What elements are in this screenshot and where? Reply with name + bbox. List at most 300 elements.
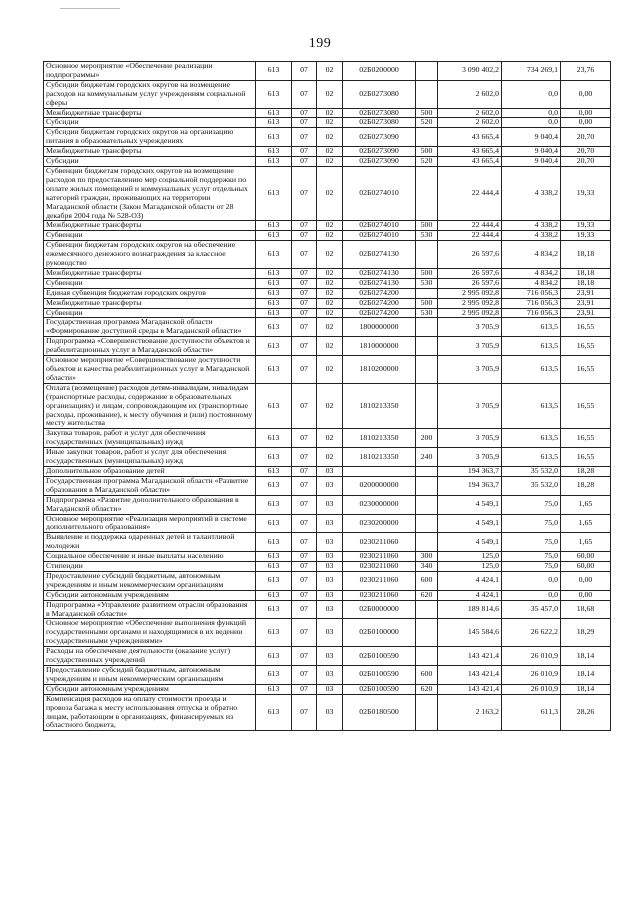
row-expense-type: 530	[416, 231, 438, 241]
row-name: Основное мероприятие «Обеспечение реализации подпрограммы»	[44, 62, 256, 81]
row-actual-amount: 0,0	[502, 571, 561, 590]
row-actual-amount: 716 056,3	[502, 288, 561, 298]
row-actual-amount: 35 457,0	[502, 600, 561, 619]
row-target-item: 1810213350	[343, 429, 416, 448]
row-execution-percent: 18,18	[561, 268, 611, 278]
table-row	[44, 128, 611, 147]
row-expense-type	[416, 694, 438, 731]
page-number: 199	[308, 36, 332, 51]
row-execution-percent: 16,55	[561, 337, 611, 356]
row-name: Межбюджетные трансферты	[44, 268, 256, 278]
row-admin-code: 613	[256, 533, 292, 552]
row-name: Расходы на обеспечение деятельности (оказание услуг) государственных учреждений	[44, 647, 256, 666]
table-row	[44, 166, 611, 220]
row-expense-type	[416, 318, 438, 337]
row-actual-amount: 734 269,1	[502, 62, 561, 81]
table-row	[44, 429, 611, 448]
row-section: 07	[292, 108, 317, 118]
table-row	[44, 288, 611, 298]
row-section: 07	[292, 318, 317, 337]
row-subsection: 02	[317, 241, 343, 269]
row-target-item: 0230211060	[343, 552, 416, 562]
row-section: 07	[292, 533, 317, 552]
row-name: Субвенции бюджетам городских округов на возмещение расходов по предоставлению мер социальной поддержки по оплате жилых помещений и коммунальных услуг отдельных категорий граждан, проживающих на территории Магаданской области (Закон Магаданской области от 28 декабря 2004 года № 528-ОЗ)	[44, 166, 256, 220]
table-row	[44, 147, 611, 157]
row-actual-amount: 613,5	[502, 337, 561, 356]
row-execution-percent: 18,18	[561, 278, 611, 288]
row-target-item: 02Б0274200	[343, 288, 416, 298]
row-target-item	[343, 466, 416, 476]
row-expense-type: 520	[416, 118, 438, 128]
row-expense-type	[416, 619, 438, 647]
table-row	[44, 221, 611, 231]
row-target-item: 02Б0274130	[343, 241, 416, 269]
row-execution-percent: 0,00	[561, 108, 611, 118]
budget-table-body	[44, 62, 611, 731]
row-admin-code: 613	[256, 619, 292, 647]
row-subsection: 02	[317, 308, 343, 318]
row-name: Субвенции	[44, 308, 256, 318]
row-admin-code: 613	[256, 157, 292, 167]
row-execution-percent: 19,33	[561, 221, 611, 231]
row-expense-type: 500	[416, 298, 438, 308]
row-actual-amount: 4 338,2	[502, 221, 561, 231]
row-name: Дополнительное образование детей	[44, 466, 256, 476]
table-row	[44, 694, 611, 731]
row-expense-type: 500	[416, 108, 438, 118]
row-subsection: 02	[317, 298, 343, 308]
row-target-item: 02Б0274130	[343, 268, 416, 278]
row-target-item: 02Б0274010	[343, 166, 416, 220]
row-expense-type	[416, 495, 438, 514]
row-execution-percent: 18,28	[561, 476, 611, 495]
row-section: 07	[292, 514, 317, 533]
row-subsection: 03	[317, 619, 343, 647]
row-target-item: 02Б0000000	[343, 600, 416, 619]
row-planned-amount: 143 421,4	[438, 666, 502, 685]
row-actual-amount: 75,0	[502, 514, 561, 533]
row-admin-code: 613	[256, 429, 292, 448]
row-target-item: 02Б0274010	[343, 231, 416, 241]
row-planned-amount: 125,0	[438, 562, 502, 572]
table-row	[44, 308, 611, 318]
row-execution-percent: 0,00	[561, 590, 611, 600]
row-admin-code: 613	[256, 590, 292, 600]
row-section: 07	[292, 619, 317, 647]
row-admin-code: 613	[256, 552, 292, 562]
table-row	[44, 80, 611, 108]
row-target-item: 0230000000	[343, 495, 416, 514]
row-name: Социальное обеспечение и иные выплаты населению	[44, 552, 256, 562]
row-subsection: 02	[317, 278, 343, 288]
row-admin-code: 613	[256, 298, 292, 308]
row-target-item: 02Б0273090	[343, 147, 416, 157]
row-admin-code: 613	[256, 571, 292, 590]
table-row	[44, 495, 611, 514]
row-planned-amount: 125,0	[438, 552, 502, 562]
row-admin-code: 613	[256, 268, 292, 278]
row-actual-amount: 75,0	[502, 533, 561, 552]
row-section: 07	[292, 128, 317, 147]
table-row	[44, 647, 611, 666]
row-admin-code: 613	[256, 514, 292, 533]
top-rule	[60, 8, 120, 9]
row-expense-type	[416, 600, 438, 619]
row-expense-type: 600	[416, 666, 438, 685]
row-actual-amount: 75,0	[502, 562, 561, 572]
row-execution-percent: 16,55	[561, 383, 611, 429]
row-actual-amount: 613,5	[502, 383, 561, 429]
row-admin-code: 613	[256, 221, 292, 231]
table-row	[44, 118, 611, 128]
row-section: 07	[292, 231, 317, 241]
table-row	[44, 108, 611, 118]
row-planned-amount: 143 421,4	[438, 647, 502, 666]
row-actual-amount: 4 338,2	[502, 231, 561, 241]
row-admin-code: 613	[256, 80, 292, 108]
row-execution-percent: 60,00	[561, 562, 611, 572]
row-execution-percent: 28,26	[561, 694, 611, 731]
row-execution-percent: 0,00	[561, 80, 611, 108]
row-admin-code: 613	[256, 600, 292, 619]
row-admin-code: 613	[256, 147, 292, 157]
row-execution-percent: 16,55	[561, 318, 611, 337]
row-execution-percent: 23,91	[561, 308, 611, 318]
row-admin-code: 613	[256, 231, 292, 241]
row-section: 07	[292, 590, 317, 600]
row-planned-amount: 2 163,2	[438, 694, 502, 731]
row-admin-code: 613	[256, 166, 292, 220]
row-name: Субсидии бюджетам городских округов на возмещение расходов на коммунальным услуг учреждениям социальной сферы	[44, 80, 256, 108]
row-admin-code: 613	[256, 448, 292, 467]
row-name: Субвенции бюджетам городских округов на обеспечение ежемесячного денежного вознаграждения за классное руководство	[44, 241, 256, 269]
row-section: 07	[292, 684, 317, 694]
row-actual-amount: 4 834,2	[502, 278, 561, 288]
row-planned-amount: 22 444,4	[438, 221, 502, 231]
row-admin-code: 613	[256, 383, 292, 429]
row-planned-amount: 3 705,9	[438, 356, 502, 384]
table-row	[44, 268, 611, 278]
row-subsection: 02	[317, 318, 343, 337]
row-name: Субсидии	[44, 118, 256, 128]
row-planned-amount: 3 090 402,2	[438, 62, 502, 81]
row-planned-amount: 143 421,4	[438, 684, 502, 694]
table-row	[44, 590, 611, 600]
row-admin-code: 613	[256, 684, 292, 694]
row-admin-code: 613	[256, 108, 292, 118]
row-expense-type: 500	[416, 147, 438, 157]
table-row	[44, 298, 611, 308]
row-target-item: 02Б0274010	[343, 221, 416, 231]
row-section: 07	[292, 466, 317, 476]
row-target-item: 0230200000	[343, 514, 416, 533]
row-section: 07	[292, 278, 317, 288]
row-section: 07	[292, 448, 317, 467]
row-section: 07	[292, 571, 317, 590]
row-name: Государственная программа Магаданской области «Развитие образования в Магаданской области»	[44, 476, 256, 495]
row-subsection: 03	[317, 552, 343, 562]
row-actual-amount: 613,5	[502, 429, 561, 448]
row-expense-type: 300	[416, 552, 438, 562]
row-execution-percent: 23,91	[561, 298, 611, 308]
row-target-item: 02Б0273090	[343, 157, 416, 167]
row-subsection: 03	[317, 562, 343, 572]
row-target-item: 02Б0100000	[343, 619, 416, 647]
row-execution-percent: 18,29	[561, 619, 611, 647]
row-target-item: 1800000000	[343, 318, 416, 337]
row-section: 07	[292, 562, 317, 572]
row-actual-amount: 0,0	[502, 590, 561, 600]
row-actual-amount: 613,5	[502, 318, 561, 337]
row-name: Субвенции	[44, 278, 256, 288]
row-section: 07	[292, 166, 317, 220]
row-admin-code: 613	[256, 356, 292, 384]
row-name: Оплата (возмещение) расходов детям-инвалидам, инвалидам (транспортные расходы, содержание в образовательных организациях) и лицам, сопровождающим их (транспортные расходы, проживание), к месту обучения и (или) постоянному месту жительства	[44, 383, 256, 429]
row-target-item: 02Б0274200	[343, 308, 416, 318]
table-row	[44, 383, 611, 429]
row-actual-amount: 35 532,0	[502, 466, 561, 476]
row-section: 07	[292, 147, 317, 157]
table-row	[44, 157, 611, 167]
row-expense-type	[416, 80, 438, 108]
row-planned-amount: 43 665,4	[438, 157, 502, 167]
row-section: 07	[292, 62, 317, 81]
row-name: Основное мероприятие «Обеспечение выполнения функций государственными органами и находящимися в их ведении государственными учреждениями»	[44, 619, 256, 647]
row-actual-amount: 4 834,2	[502, 241, 561, 269]
row-subsection: 03	[317, 533, 343, 552]
row-admin-code: 613	[256, 128, 292, 147]
row-planned-amount: 26 597,6	[438, 241, 502, 269]
row-admin-code: 613	[256, 337, 292, 356]
row-section: 07	[292, 356, 317, 384]
row-execution-percent: 18,18	[561, 241, 611, 269]
row-execution-percent: 20,70	[561, 157, 611, 167]
budget-table	[43, 61, 611, 731]
row-subsection: 02	[317, 383, 343, 429]
table-row	[44, 533, 611, 552]
row-execution-percent: 23,76	[561, 62, 611, 81]
row-admin-code: 613	[256, 318, 292, 337]
row-expense-type: 620	[416, 684, 438, 694]
row-expense-type	[416, 476, 438, 495]
row-actual-amount: 75,0	[502, 495, 561, 514]
row-subsection: 02	[317, 356, 343, 384]
row-section: 07	[292, 298, 317, 308]
row-actual-amount: 35 532,0	[502, 476, 561, 495]
row-admin-code: 613	[256, 647, 292, 666]
row-expense-type: 520	[416, 157, 438, 167]
row-execution-percent: 18,14	[561, 647, 611, 666]
row-subsection: 02	[317, 147, 343, 157]
row-target-item: 02Б0200000	[343, 62, 416, 81]
row-name: Субсидии бюджетам городских округов на организацию питания в образовательных учреждениях	[44, 128, 256, 147]
row-admin-code: 613	[256, 694, 292, 731]
row-section: 07	[292, 118, 317, 128]
row-target-item: 02Б0273080	[343, 108, 416, 118]
row-actual-amount: 26 010,9	[502, 666, 561, 685]
row-target-item: 02Б0180500	[343, 694, 416, 731]
row-name: Субвенции	[44, 231, 256, 241]
row-actual-amount: 716 056,3	[502, 298, 561, 308]
row-planned-amount: 2 995 092,8	[438, 308, 502, 318]
row-name: Единая субвенция бюджетам городских округов	[44, 288, 256, 298]
row-execution-percent: 18,68	[561, 600, 611, 619]
row-section: 07	[292, 157, 317, 167]
row-execution-percent: 16,55	[561, 448, 611, 467]
row-name: Компенсация расходов на оплату стоимости проезда и провоза багажа к месту использования отпуска и обратно лицам, работающим в организациях, финансируемых из областного бюджета,	[44, 694, 256, 731]
row-planned-amount: 2 995 092,8	[438, 298, 502, 308]
row-subsection: 02	[317, 108, 343, 118]
row-execution-percent: 18,14	[561, 684, 611, 694]
row-name: Субсидии	[44, 157, 256, 167]
row-admin-code: 613	[256, 495, 292, 514]
row-planned-amount: 4 549,1	[438, 514, 502, 533]
row-section: 07	[292, 495, 317, 514]
row-target-item: 1810200000	[343, 356, 416, 384]
row-actual-amount: 4 834,2	[502, 268, 561, 278]
row-subsection: 03	[317, 495, 343, 514]
row-execution-percent: 16,55	[561, 429, 611, 448]
row-name: Стипендии	[44, 562, 256, 572]
row-subsection: 03	[317, 476, 343, 495]
row-planned-amount: 145 584,6	[438, 619, 502, 647]
row-expense-type	[416, 62, 438, 81]
row-admin-code: 613	[256, 308, 292, 318]
row-planned-amount: 3 705,9	[438, 448, 502, 467]
row-planned-amount: 2 602,0	[438, 118, 502, 128]
row-subsection: 03	[317, 514, 343, 533]
row-subsection: 02	[317, 157, 343, 167]
row-planned-amount: 22 444,4	[438, 231, 502, 241]
row-actual-amount: 0,0	[502, 108, 561, 118]
row-section: 07	[292, 337, 317, 356]
row-section: 07	[292, 647, 317, 666]
row-name: Межбюджетные трансферты	[44, 221, 256, 231]
row-execution-percent: 1,65	[561, 514, 611, 533]
row-subsection: 03	[317, 600, 343, 619]
row-planned-amount: 4 424,1	[438, 571, 502, 590]
table-row	[44, 476, 611, 495]
row-target-item: 02Б0273080	[343, 118, 416, 128]
row-name: Субсидии автономным учреждениям	[44, 684, 256, 694]
row-planned-amount: 4 424,1	[438, 590, 502, 600]
row-expense-type: 200	[416, 429, 438, 448]
row-planned-amount: 2 995 092,8	[438, 288, 502, 298]
row-actual-amount: 9 040,4	[502, 157, 561, 167]
row-actual-amount: 0,0	[502, 80, 561, 108]
row-section: 07	[292, 308, 317, 318]
row-actual-amount: 75,0	[502, 552, 561, 562]
row-section: 07	[292, 429, 317, 448]
row-planned-amount: 22 444,4	[438, 166, 502, 220]
row-target-item: 02Б0100590	[343, 647, 416, 666]
row-actual-amount: 26 010,9	[502, 684, 561, 694]
table-row	[44, 448, 611, 467]
row-name: Основное мероприятие «Совершенствование доступности объектов и качества реабилитационных услуг в Магаданской области»	[44, 356, 256, 384]
table-row	[44, 562, 611, 572]
row-actual-amount: 0,0	[502, 118, 561, 128]
row-execution-percent: 18,14	[561, 666, 611, 685]
row-actual-amount: 26 622,2	[502, 619, 561, 647]
table-row	[44, 356, 611, 384]
row-name: Предоставление субсидий бюджетным, автономным учреждениям и иным некоммерческим организациям	[44, 666, 256, 685]
table-row	[44, 278, 611, 288]
row-planned-amount: 3 705,9	[438, 383, 502, 429]
row-planned-amount: 3 705,9	[438, 429, 502, 448]
row-admin-code: 613	[256, 278, 292, 288]
row-subsection: 02	[317, 231, 343, 241]
row-subsection: 02	[317, 268, 343, 278]
row-actual-amount: 9 040,4	[502, 147, 561, 157]
row-execution-percent: 1,65	[561, 495, 611, 514]
row-actual-amount: 4 338,2	[502, 166, 561, 220]
row-subsection: 03	[317, 590, 343, 600]
row-expense-type	[416, 647, 438, 666]
row-admin-code: 613	[256, 62, 292, 81]
table-row	[44, 619, 611, 647]
row-target-item: 02Б0100590	[343, 684, 416, 694]
row-actual-amount: 26 010,9	[502, 647, 561, 666]
table-row	[44, 552, 611, 562]
table-row	[44, 241, 611, 269]
row-expense-type: 620	[416, 590, 438, 600]
row-target-item: 02Б0273080	[343, 80, 416, 108]
row-target-item: 0230211060	[343, 533, 416, 552]
row-subsection: 03	[317, 647, 343, 666]
row-planned-amount: 4 549,1	[438, 533, 502, 552]
row-name: Основное мероприятие «Реализация мероприятий в системе дополнительного образования»	[44, 514, 256, 533]
row-subsection: 02	[317, 448, 343, 467]
row-planned-amount: 26 597,6	[438, 278, 502, 288]
row-planned-amount: 2 602,0	[438, 108, 502, 118]
row-subsection: 03	[317, 684, 343, 694]
row-name: Субсидии автономным учреждениям	[44, 590, 256, 600]
row-actual-amount: 611,3	[502, 694, 561, 731]
row-name: Подпрограмма «Развитие дополнительного образования в Магаданской области»	[44, 495, 256, 514]
row-section: 07	[292, 288, 317, 298]
row-target-item: 02Б0100590	[343, 666, 416, 685]
row-planned-amount: 3 705,9	[438, 337, 502, 356]
row-target-item: 1810213350	[343, 383, 416, 429]
row-execution-percent: 19,33	[561, 231, 611, 241]
row-planned-amount: 4 549,1	[438, 495, 502, 514]
table-row	[44, 571, 611, 590]
row-planned-amount: 2 602,0	[438, 80, 502, 108]
row-subsection: 03	[317, 694, 343, 731]
table-row	[44, 600, 611, 619]
row-execution-percent: 60,00	[561, 552, 611, 562]
row-planned-amount: 43 665,4	[438, 147, 502, 157]
row-name: Межбюджетные трансферты	[44, 298, 256, 308]
row-expense-type	[416, 241, 438, 269]
row-planned-amount: 194 363,7	[438, 466, 502, 476]
row-target-item: 1810000000	[343, 337, 416, 356]
row-actual-amount: 613,5	[502, 448, 561, 467]
row-target-item: 0230211060	[343, 571, 416, 590]
row-target-item: 02Б0274130	[343, 278, 416, 288]
table-row	[44, 337, 611, 356]
row-admin-code: 613	[256, 562, 292, 572]
row-expense-type	[416, 383, 438, 429]
row-expense-type	[416, 533, 438, 552]
row-section: 07	[292, 268, 317, 278]
row-expense-type	[416, 356, 438, 384]
row-name: Подпрограмма «Совершенствование доступности объектов и реабилитационных услуг в Магаданской области»	[44, 337, 256, 356]
row-expense-type	[416, 337, 438, 356]
row-section: 07	[292, 476, 317, 495]
row-subsection: 02	[317, 62, 343, 81]
row-subsection: 02	[317, 118, 343, 128]
